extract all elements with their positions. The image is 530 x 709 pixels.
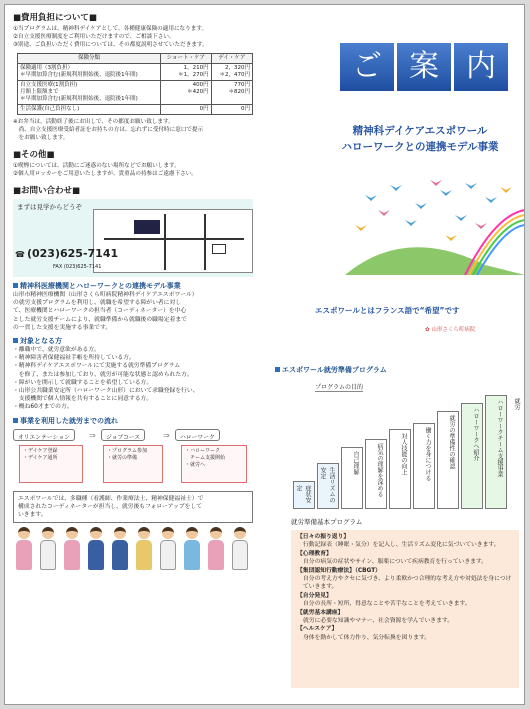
main-title-line: 精神科デイケアエスポワール xyxy=(352,125,488,137)
fees-notes xyxy=(13,118,263,142)
fee-row-label: 生活保護(自己負担なし) xyxy=(18,105,161,115)
target-item: ・離職中で、就労意欲がある方。 xyxy=(13,347,100,354)
program-item-title: 【自分発見】 xyxy=(297,592,332,599)
staff-note xyxy=(13,491,253,523)
body-line: 山形市精神医療機関（山形さくら町病院精神科デイケアエスポワール） xyxy=(13,292,198,298)
map-building-icon xyxy=(134,220,160,234)
contact-box xyxy=(13,199,253,277)
right-column xyxy=(275,5,525,705)
program-item-title: 【心理教育】 xyxy=(297,550,332,557)
phone-text: (023)625-7141 xyxy=(26,247,119,260)
targets-list xyxy=(13,346,263,412)
program-heading-text: エスポワール就労準備プログラム xyxy=(282,366,387,374)
fee-table-header xyxy=(18,54,253,64)
map-station-icon xyxy=(212,244,226,254)
fee-row-label: 保険適用（3割負担） ＊早期加算含む(新規利用開始後、退院後1年間) xyxy=(18,64,161,81)
flow-heading-text: 事業を利用した就労までの流れ xyxy=(20,416,118,425)
person-icon xyxy=(133,527,155,571)
access-map xyxy=(93,209,253,273)
other-item: ①喫煙については、活動にご迷惑のない場所などでお願いします。 xyxy=(13,163,180,169)
title-char: 案 xyxy=(397,43,451,91)
square-icon xyxy=(13,418,18,423)
fee-table xyxy=(17,53,253,115)
main-title xyxy=(315,123,525,155)
phone-number xyxy=(15,247,118,260)
fees-note-line: をお願い致します。 xyxy=(13,135,69,141)
fees-intro-line: ②自立支援医療制度をご利用いただけますので、ご相談下さい。 xyxy=(13,34,175,40)
stair-step: ハローワークチーム支援事業 xyxy=(485,395,507,509)
fees-heading: ■費用負担について■ xyxy=(13,13,97,23)
flow-step-item: ・デイケア登録 xyxy=(23,447,58,454)
target-item: 支援機関で個人情報を共有することに同意する方。 xyxy=(13,396,153,403)
program-purpose-label: プログラムの目的 xyxy=(315,384,363,391)
body-line: の一貫した支援を実施する事業です。 xyxy=(13,324,112,331)
map-road xyxy=(104,238,244,240)
flow-step-box xyxy=(103,445,163,483)
fee-short-value: 400円 ＊420円 xyxy=(161,81,212,105)
cooperation-heading-text: 精神科医療機関とハローワークとの連携モデル事業 xyxy=(20,282,181,290)
program-item-title: 【就労基本講座】 xyxy=(297,609,344,616)
person-icon xyxy=(85,527,107,571)
fees-intro-line: ③別途、ご負担いただく費用については、その都度説明させていただきます。 xyxy=(13,42,208,48)
flow-step-item: ・プログラム参加 xyxy=(107,447,147,454)
title-char: 内 xyxy=(454,43,508,91)
body-line: とした就労支援チームにより、就職準備から就職後の職場定着まで xyxy=(13,316,187,323)
person-icon xyxy=(37,527,59,571)
tagline: エスポワールとはフランス語で“希望”です xyxy=(315,306,460,315)
stair-diagram xyxy=(293,395,523,510)
stair-step: 働く力を身につける xyxy=(413,423,435,509)
flow-step-item: ・就労の準備 xyxy=(107,454,138,461)
fee-day-value: 2，320円 ＊2，470円 xyxy=(211,64,252,81)
map-road xyxy=(164,214,166,270)
flow-heading xyxy=(13,416,263,426)
square-icon xyxy=(275,367,280,372)
person-icon xyxy=(109,527,131,571)
hill-shape xyxy=(345,247,525,275)
fee-header-cell: 保険分類 xyxy=(18,54,161,64)
flow-step-item: ・ハローワーク xyxy=(185,447,221,454)
table-row xyxy=(18,81,253,105)
flow-step-item: ・デイケア通所 xyxy=(23,454,58,461)
guide-title xyxy=(340,43,508,91)
table-row xyxy=(18,64,253,81)
program-box-title: 就労準備基本プログラム xyxy=(291,518,363,526)
program-item-desc: 就労に必要な知識やマナー、社会資源を学んでいきます。 xyxy=(303,618,454,625)
flow-step-label: ハローワーク xyxy=(175,429,220,441)
stair-step: 就労の準備性の確認 xyxy=(437,411,459,509)
program-item-desc: 自分の病気の症状やサイン、服薬について疾病教育を行っていきます。 xyxy=(303,559,488,566)
fee-short-value: 1，210円 ＊1，270円 xyxy=(161,64,212,81)
hospital-logo xyxy=(425,325,475,333)
fees-note-line: ※お弁当は、活動終了後にお出しで、その都度お願い致します。 xyxy=(13,119,174,125)
bird-flock-icon xyxy=(355,187,512,241)
stair-step: 対人技能の向上 xyxy=(389,429,411,509)
table-row xyxy=(18,105,253,115)
target-item: ・山形公共職業安定所（ハローワーク山形）において求職登録を行い、 xyxy=(13,388,199,395)
flow-step-box xyxy=(19,445,83,483)
flow-step-box xyxy=(181,445,247,483)
other-items xyxy=(13,162,263,178)
program-item-desc: 自分の長所・短所、得意なことや苦手なことを考えていきます。 xyxy=(303,601,471,608)
phone-icon: ☎ xyxy=(15,250,25,259)
fee-day-value: 770円 ＊820円 xyxy=(211,81,252,105)
target-item: を修了、または参加しており、就労が可能な状態と認められた方。 xyxy=(13,371,193,378)
fees-intro xyxy=(13,25,263,49)
flow-diagram xyxy=(13,429,263,489)
staff-note-line: いきます。 xyxy=(18,511,47,518)
targets-heading xyxy=(13,336,263,346)
staff-note-line: 構成されたコーディネーターが担当し、就労後もフォローアップをして xyxy=(18,503,203,510)
target-item: ・精神障害者保健福祉手帳を所持している方。 xyxy=(13,355,135,362)
cooperation-heading xyxy=(13,281,263,291)
contact-note: まずは見学からどうぞ xyxy=(17,203,82,211)
other-item: ②個人用ロッカーをご用意いたしますが、貴重品の持参はご遠慮下さい。 xyxy=(13,171,197,177)
main-title-line: ハローワークとの連携モデル事業 xyxy=(341,141,499,153)
map-road xyxy=(204,214,206,270)
program-item-title: 【日々の振り返り】 xyxy=(297,534,350,540)
program-item-title: 【集団認知行動療法】（CBGT） xyxy=(297,567,381,574)
fee-header-cell: ショート・ケア xyxy=(161,54,212,64)
birds-illustration xyxy=(345,175,525,275)
stair-step: 自己理解 xyxy=(341,447,363,509)
stair-step: 症状安定 xyxy=(293,481,315,509)
fax-number: FAX (023)625-7141 xyxy=(53,264,102,270)
left-column xyxy=(13,11,263,571)
square-icon xyxy=(13,338,18,343)
brochure-page xyxy=(4,4,525,705)
fee-header-cell: デイ・ケア xyxy=(211,54,252,64)
cooperation-body xyxy=(13,291,263,332)
program-item-desc: 自分の考え方やクセに気づき、より柔軟かつ合理的な考え方や対処法を身につけていきます。 xyxy=(303,576,512,591)
fees-intro-line: ①当プログラムは、精神科デイケアとして、各種健康保険の適用になります。 xyxy=(13,26,208,32)
target-item: ・概ね60才までの方。 xyxy=(13,404,73,411)
person-icon xyxy=(13,527,35,571)
person-icon xyxy=(61,527,83,571)
fee-row-label: 自立支援医療(1割負担) 月額上限額まで ＊早期加算含む(新規利用開始後、退院後1年間) xyxy=(18,81,161,105)
program-item-desc: 身体を動かして体力作り、気分転換を図ります。 xyxy=(303,634,431,641)
title-char: ご xyxy=(340,43,394,91)
program-box xyxy=(291,517,519,697)
bird-flock-icon xyxy=(365,183,497,226)
flow-step-label: オリエンテーション xyxy=(13,429,75,441)
body-line: て、医療機関とハローワークの担当者（コーディネーター）を中心 xyxy=(13,308,187,315)
arrow-right-icon: ⇒ xyxy=(89,430,96,440)
program-item-desc: 行動記録表（睡眠・気分）を記入し、生活リズム変化に気づいていきます。 xyxy=(303,542,500,549)
stair-step: ハローワークへ紹介 xyxy=(461,403,483,509)
flow-step-item: チーム支援開始 xyxy=(185,454,226,461)
target-item: ・障がいを開示して就職することを希望している方。 xyxy=(13,379,153,386)
program-item-title: 【ヘルスケア】 xyxy=(297,626,338,633)
person-icon xyxy=(181,527,203,571)
hospital-name: 山形さくら町病院 xyxy=(431,327,476,333)
program-heading xyxy=(275,365,387,375)
arrow-right-icon: ⇒ xyxy=(163,430,170,440)
person-icon xyxy=(229,527,251,571)
body-line: の就労支援プログラムを利用し、就職を希望する障がい者に対し xyxy=(13,300,182,307)
person-icon xyxy=(205,527,227,571)
program-list xyxy=(291,530,519,688)
square-icon xyxy=(13,283,18,288)
flower-icon: ✿ xyxy=(425,327,430,333)
flow-step-item: ・就労へ xyxy=(185,461,206,468)
target-item: ・精神科デイケアエスポワールにて実施する就労準備プログラム xyxy=(13,363,181,370)
person-icon xyxy=(157,527,179,571)
stair-step: 病気の理解を深める xyxy=(365,439,387,509)
fee-short-value: 0円 xyxy=(161,105,212,115)
stair-step: 生活リズムの安定 xyxy=(317,463,339,509)
staff-note-line: エスポワールでは、多職種（看護師、作業療法士、精神保健福祉士）で xyxy=(18,495,204,502)
staff-illustration xyxy=(13,527,263,571)
other-heading: ■その他■ xyxy=(13,150,55,160)
fee-day-value: 0円 xyxy=(211,105,252,115)
contact-heading: ■お問い合わせ■ xyxy=(13,186,81,196)
stair-step-goal: 就労 xyxy=(509,395,523,455)
targets-heading-text: 対象となる方 xyxy=(20,337,62,346)
fees-note-line: 尚、自立支援医療受給者証をお持ちの方は、忘れずに受付時に窓口で提示 xyxy=(13,127,204,133)
flow-step-label: ジョブコース xyxy=(101,429,145,441)
